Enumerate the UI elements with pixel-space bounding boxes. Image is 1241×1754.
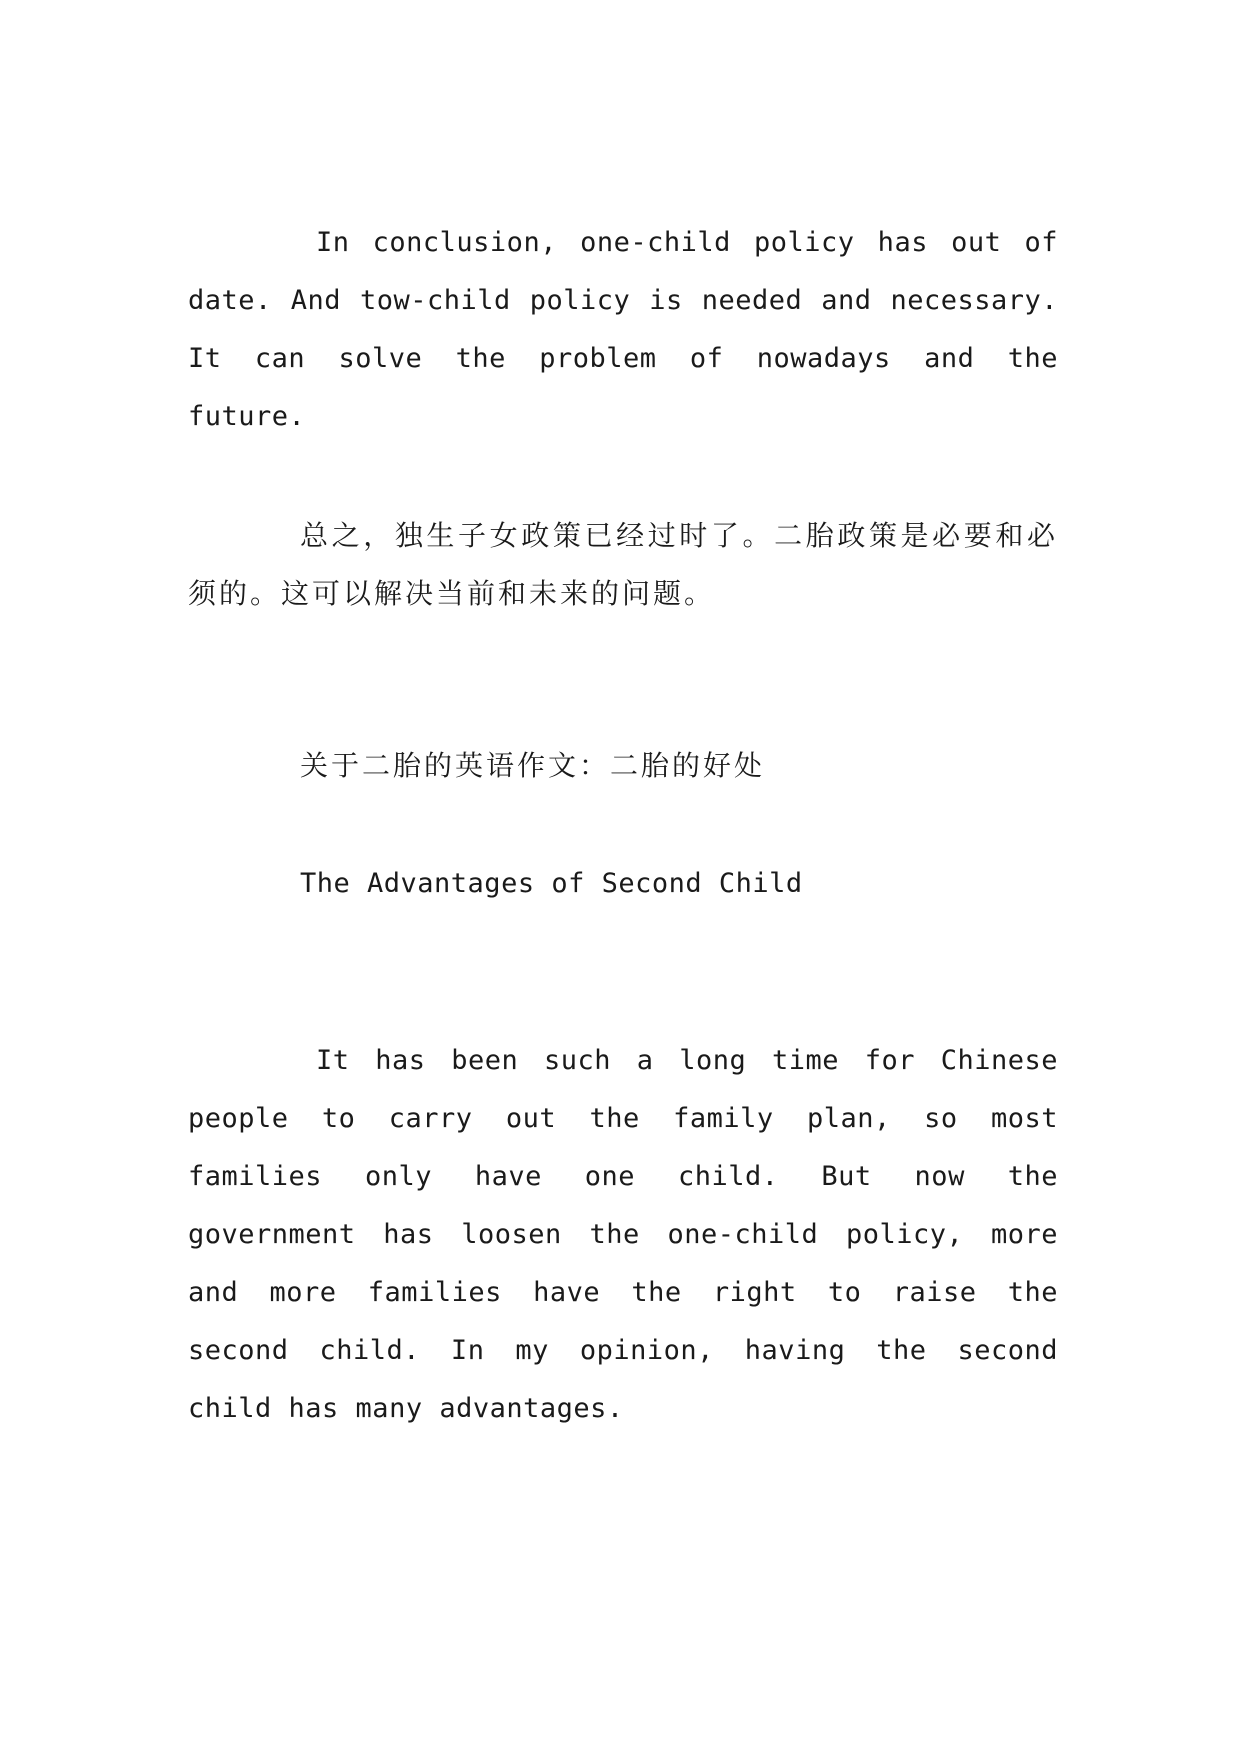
section-heading-chinese: 关于二胎的英语作文：二胎的好处 (300, 749, 766, 782)
conclusion-paragraph-chinese: 总之，独生子女政策已经过时了。二胎政策是必要和必须的。这可以解决当前和未来的问题。 (188, 519, 1058, 610)
essay-intro-paragraph: It has been such a long time for Chinese people to carry out the family plan, so most families only have one child. But now the government has loosen the one-child policy, more and more families have the right to raise the second child. In my opinion, having the second child has many advantages. (188, 1045, 1058, 1424)
conclusion-paragraph-english: In conclusion, one-child policy has out of date. And tow-child policy is needed and necessary. It can solve the problem of nowadays and the future. (188, 227, 1058, 432)
section-heading-english: The Advantages of Second Child (300, 868, 803, 899)
